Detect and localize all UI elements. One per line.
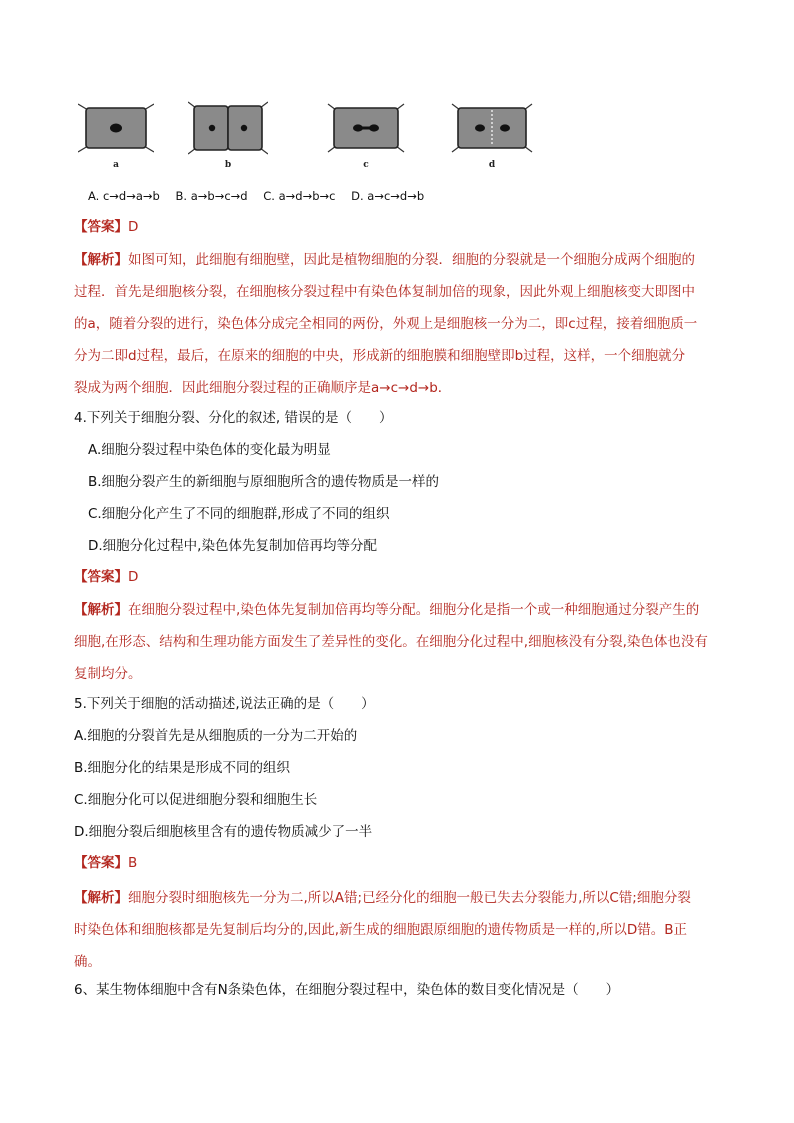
q5-analysis [74, 882, 724, 978]
analysis-line: 裂成为两个细胞．因此细胞分裂过程的正确顺序是a→c→d→b． [74, 380, 452, 396]
analysis-line: 【解析】如图可知，此细胞有细胞壁，因此是植物细胞的分裂．细胞的分裂就是一个细胞分成两个细胞的 [74, 252, 695, 268]
answer-tag: 【答案】 [74, 219, 128, 235]
q4-analysis [74, 594, 724, 690]
figure-d [450, 98, 534, 170]
cell-c-illustration [326, 98, 406, 158]
figure-b [188, 98, 268, 170]
answer-value: D [128, 569, 139, 585]
answer-tag: 【答案】 [74, 855, 128, 871]
analysis-tag: 【解析】 [74, 602, 128, 618]
q3-option-b: B. a→b→c→d [175, 189, 248, 203]
analysis-line: 复制均分。 [74, 666, 142, 682]
q5-option-c: C.细胞分化可以促进细胞分裂和细胞生长 [74, 792, 318, 808]
cell-b-illustration [188, 98, 268, 158]
analysis-line: 的a，随着分裂的进行，染色体分成完全相同的两份，外观上是细胞核一分为二，即c过程，接着细胞质一 [74, 316, 698, 332]
q3-analysis [74, 244, 724, 404]
analysis-line: 【解析】细胞分裂时细胞核先一分为二,所以A错;已经分化的细胞一般已失去分裂能力,所以C错;细胞分裂 [74, 890, 691, 906]
q3-options [88, 186, 436, 206]
analysis-line: 分为二即d过程，最后，在原来的细胞的中央，形成新的细胞膜和细胞壁即b过程，这样，一个细胞就分 [74, 348, 686, 364]
figure-letter-b: b [224, 160, 232, 170]
figure-letter-a: a [113, 160, 119, 170]
cell-a-illustration [78, 98, 154, 158]
q5-option-d: D.细胞分裂后细胞核里含有的遗传物质减少了一半 [74, 824, 373, 840]
q5-answer [74, 853, 137, 873]
q3-option-c: C. a→d→b→c [263, 189, 336, 203]
q3-answer [74, 217, 138, 237]
q4-option-c: C.细胞分化产生了不同的细胞群,形成了不同的组织 [88, 506, 390, 522]
q4-stem: 4.下列关于细胞分裂、分化的叙述, 错误的是（ ） [74, 410, 393, 426]
figure-a [78, 98, 154, 170]
answer-value: D [128, 219, 139, 235]
q6-stem: 6、某生物体细胞中含有N条染色体，在细胞分裂过程中，染色体的数目变化情况是（ ） [74, 982, 620, 998]
analysis-tag: 【解析】 [74, 890, 128, 906]
q3-option-a: A. c→d→a→b [88, 189, 160, 203]
cell-d-illustration [450, 98, 534, 158]
q4-option-a: A.细胞分裂过程中染色体的变化最为明显 [88, 442, 331, 458]
q3-option-d: D. a→c→d→b [351, 189, 425, 203]
analysis-line: 时染色体和细胞核都是先复制后均分的,因此,新生成的细胞跟原细胞的遗传物质是一样的,所以D错。B正 [74, 922, 688, 938]
figure-c [326, 98, 406, 170]
q5-option-b: B.细胞分化的结果是形成不同的组织 [74, 760, 291, 776]
analysis-line: 确。 [74, 954, 101, 970]
figure-letter-d: d [488, 160, 496, 170]
cell-division-figures [72, 98, 552, 182]
analysis-line: 过程．首先是细胞核分裂，在细胞核分裂过程中有染色体复制加倍的现象，因此外观上细胞核变大即图中 [74, 284, 695, 300]
q5-option-a: A.细胞的分裂首先是从细胞质的一分为二开始的 [74, 728, 358, 744]
q4-option-d: D.细胞分化过程中,染色体先复制加倍再均等分配 [88, 538, 377, 554]
analysis-line: 【解析】在细胞分裂过程中,染色体先复制加倍再均等分配。细胞分化是指一个或一种细胞通过分裂产生的 [74, 602, 700, 618]
answer-tag: 【答案】 [74, 569, 128, 585]
analysis-tag: 【解析】 [74, 252, 128, 268]
q5-stem: 5.下列关于细胞的活动描述,说法正确的是（ ） [74, 696, 375, 712]
analysis-line: 细胞,在形态、结构和生理功能方面发生了差异性的变化。在细胞分化过程中,细胞核没有分裂,染色体也没有 [74, 634, 708, 650]
q4-answer [74, 567, 138, 587]
q4-option-b: B.细胞分裂产生的新细胞与原细胞所含的遗传物质是一样的 [88, 474, 440, 490]
figure-letter-c: c [363, 160, 369, 170]
answer-value: B [128, 855, 138, 871]
